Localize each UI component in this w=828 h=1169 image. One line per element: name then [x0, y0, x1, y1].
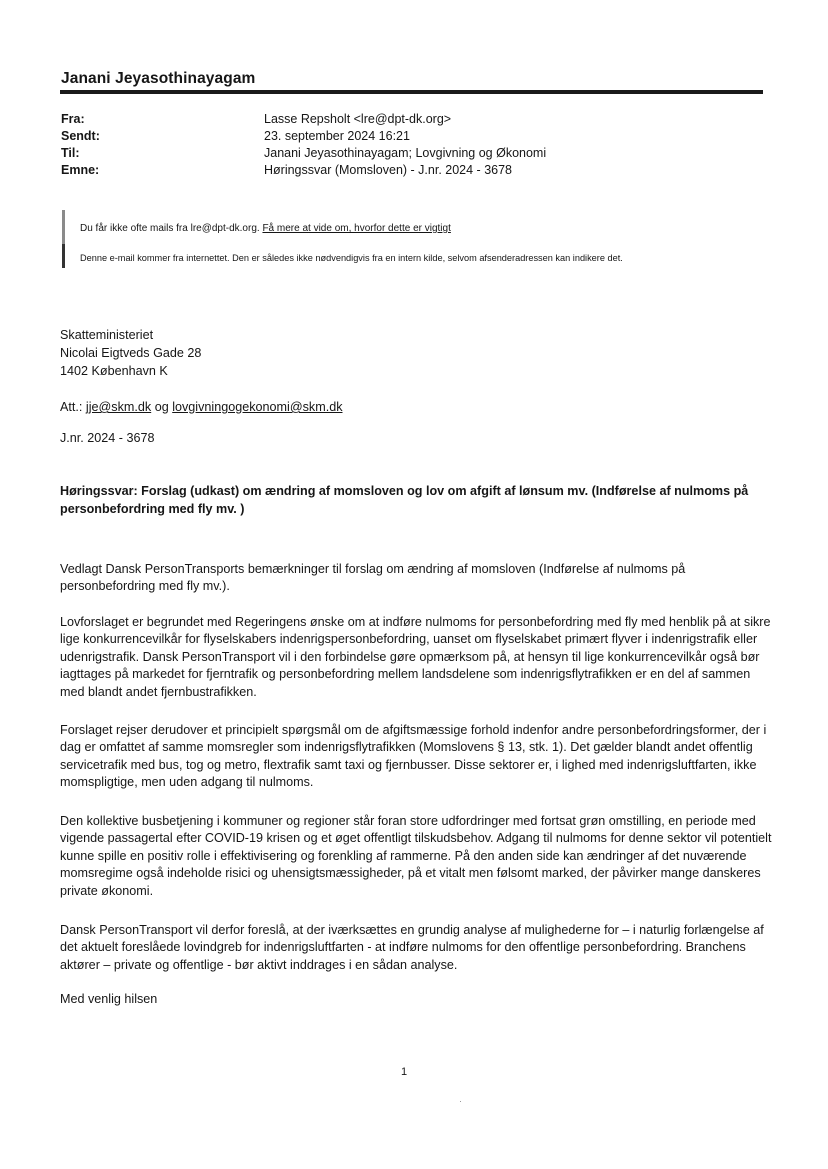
att-joiner: og	[154, 400, 169, 414]
closing-salutation: Med venlig hilsen	[60, 992, 158, 1006]
header-label: Sendt:	[61, 129, 100, 143]
header-value: Høringssvar (Momsloven) - J.nr. 2024 - 3678	[264, 163, 513, 177]
header-label: Emne:	[61, 163, 100, 177]
letter-subject: Høringssvar: Forslag (udkast) om ændring af momsloven og lov om afgift af lønsum mv. (Indførelse af nulmoms på personbefordring med fly mv. )	[60, 484, 749, 516]
body-paragraph: Vedlagt Dansk PersonTransports bemærkninger til forslag om ændring af momsloven (Indførelse af nulmoms på personbefordring med fly mv.).	[60, 562, 686, 594]
recipient-address	[60, 326, 201, 380]
address-line: Skatteministeriet	[60, 328, 154, 342]
header-value: Janani Jeyasothinayagam; Lovgivning og Økonomi	[264, 146, 547, 160]
reference-number: J.nr. 2024 - 3678	[60, 431, 155, 445]
header-value: Lasse Repsholt <lre@dpt-dk.org>	[264, 112, 452, 126]
header-row-to	[61, 145, 761, 162]
header-label: Fra:	[61, 112, 85, 126]
learn-more-link[interactable]: Få mere at vide om, hvorfor dette er vigtigt	[262, 223, 451, 234]
header-value: 23. september 2024 16:21	[264, 129, 410, 143]
header-row-subject	[61, 162, 761, 179]
attention-line	[60, 400, 343, 414]
external-warning-line: Denne e-mail kommer fra internettet. Den er således ikke nødvendigvis fra en intern kilde, selvom afsenderadressen kan indikere det.	[80, 253, 623, 263]
sender-name: Janani Jeyasothinayagam	[61, 70, 256, 87]
att-email-link-2[interactable]: lovgivningogekonomi@skm.dk	[172, 400, 343, 414]
address-line: 1402 København K	[60, 364, 168, 378]
header-row-sent	[61, 128, 761, 145]
page-number: 1	[401, 1066, 408, 1078]
external-notice-line	[80, 222, 451, 235]
body-paragraph: Den kollektive busbetjening i kommuner og regioner står foran store udfordringer med fortsat grøn omstilling, en periode med vigende passagertal efter COVID-19 krisen og et øget offentligt tilskudsbehov. Adgang til nulmoms for denne sektor vil potentielt kunne spille en positiv rolle i effektivisering og forenkling af rammerne. På den anden side kan ændringer af det nuværende momsregime også indeholde risici og uhensigtsmæssigheder, på et vitalt men følsomt marked, der påvirker mange danskeres private økonomi.	[60, 814, 772, 898]
body-paragraph: Dansk PersonTransport vil derfor foreslå, at der iværksættes en grundig analyse af mulighederne for – i naturlig forlængelse af det aktuelt foreslåede lovindgreb for indenrigsluftfarten - at indføre nulmoms for den offentlige personbefordring. Branchens aktører – private og offentlige - bør aktivt inddrages i en sådan analyse.	[60, 923, 764, 972]
att-prefix: Att.:	[60, 400, 83, 414]
notice-bar	[62, 210, 65, 244]
scan-speck	[460, 1101, 461, 1102]
body-paragraph: Forslaget rejser derudover et principielt spørgsmål om de afgiftsmæssige forhold indenfor andre personbefordringsformer, der i dag er omfattet af samme momsregler som indenrigsflytrafikken (Momslovens § 13, stk. 1). Det gælder blandt andet offentlig servicetrafik med bus, tog og metro, flextrafik samt taxi og fjernbusser. Disse sektorer er, i lighed med indenrigsluftfarten, ikke momspligtige, men uden adgang til nulmoms.	[60, 723, 767, 790]
header-label: Til:	[61, 146, 80, 160]
header-divider	[60, 90, 763, 94]
body-paragraph: Lovforslaget er begrundet med Regeringens ønske om at indføre nulmoms for personbefordring med fly med henblik på at sikre lige konkurrencevilkår for flyselskabers indenrigspersonbefordring, uanset om flyselskabet primært flyver i indenrigstrafik eller udenrigstrafik. Dansk PersonTransport vil i den forbindelse gøre opmærksom på, at hensyn til lige konkurrencevilkår også bør iagttages på markedet for fjerntrafik og personbefordring mellem landsdelene som indenrigsflytrafikken er en del af sammen med blandt andet fjernbustrafikken.	[60, 615, 771, 699]
address-line: Nicolai Eigtveds Gade 28	[60, 346, 202, 360]
notice-text: Du får ikke ofte mails fra lre@dpt-dk.org.	[80, 223, 260, 234]
header-row-from	[61, 111, 761, 128]
notice-bar-lower	[62, 244, 65, 268]
att-email-link[interactable]: jje@skm.dk	[85, 400, 152, 414]
